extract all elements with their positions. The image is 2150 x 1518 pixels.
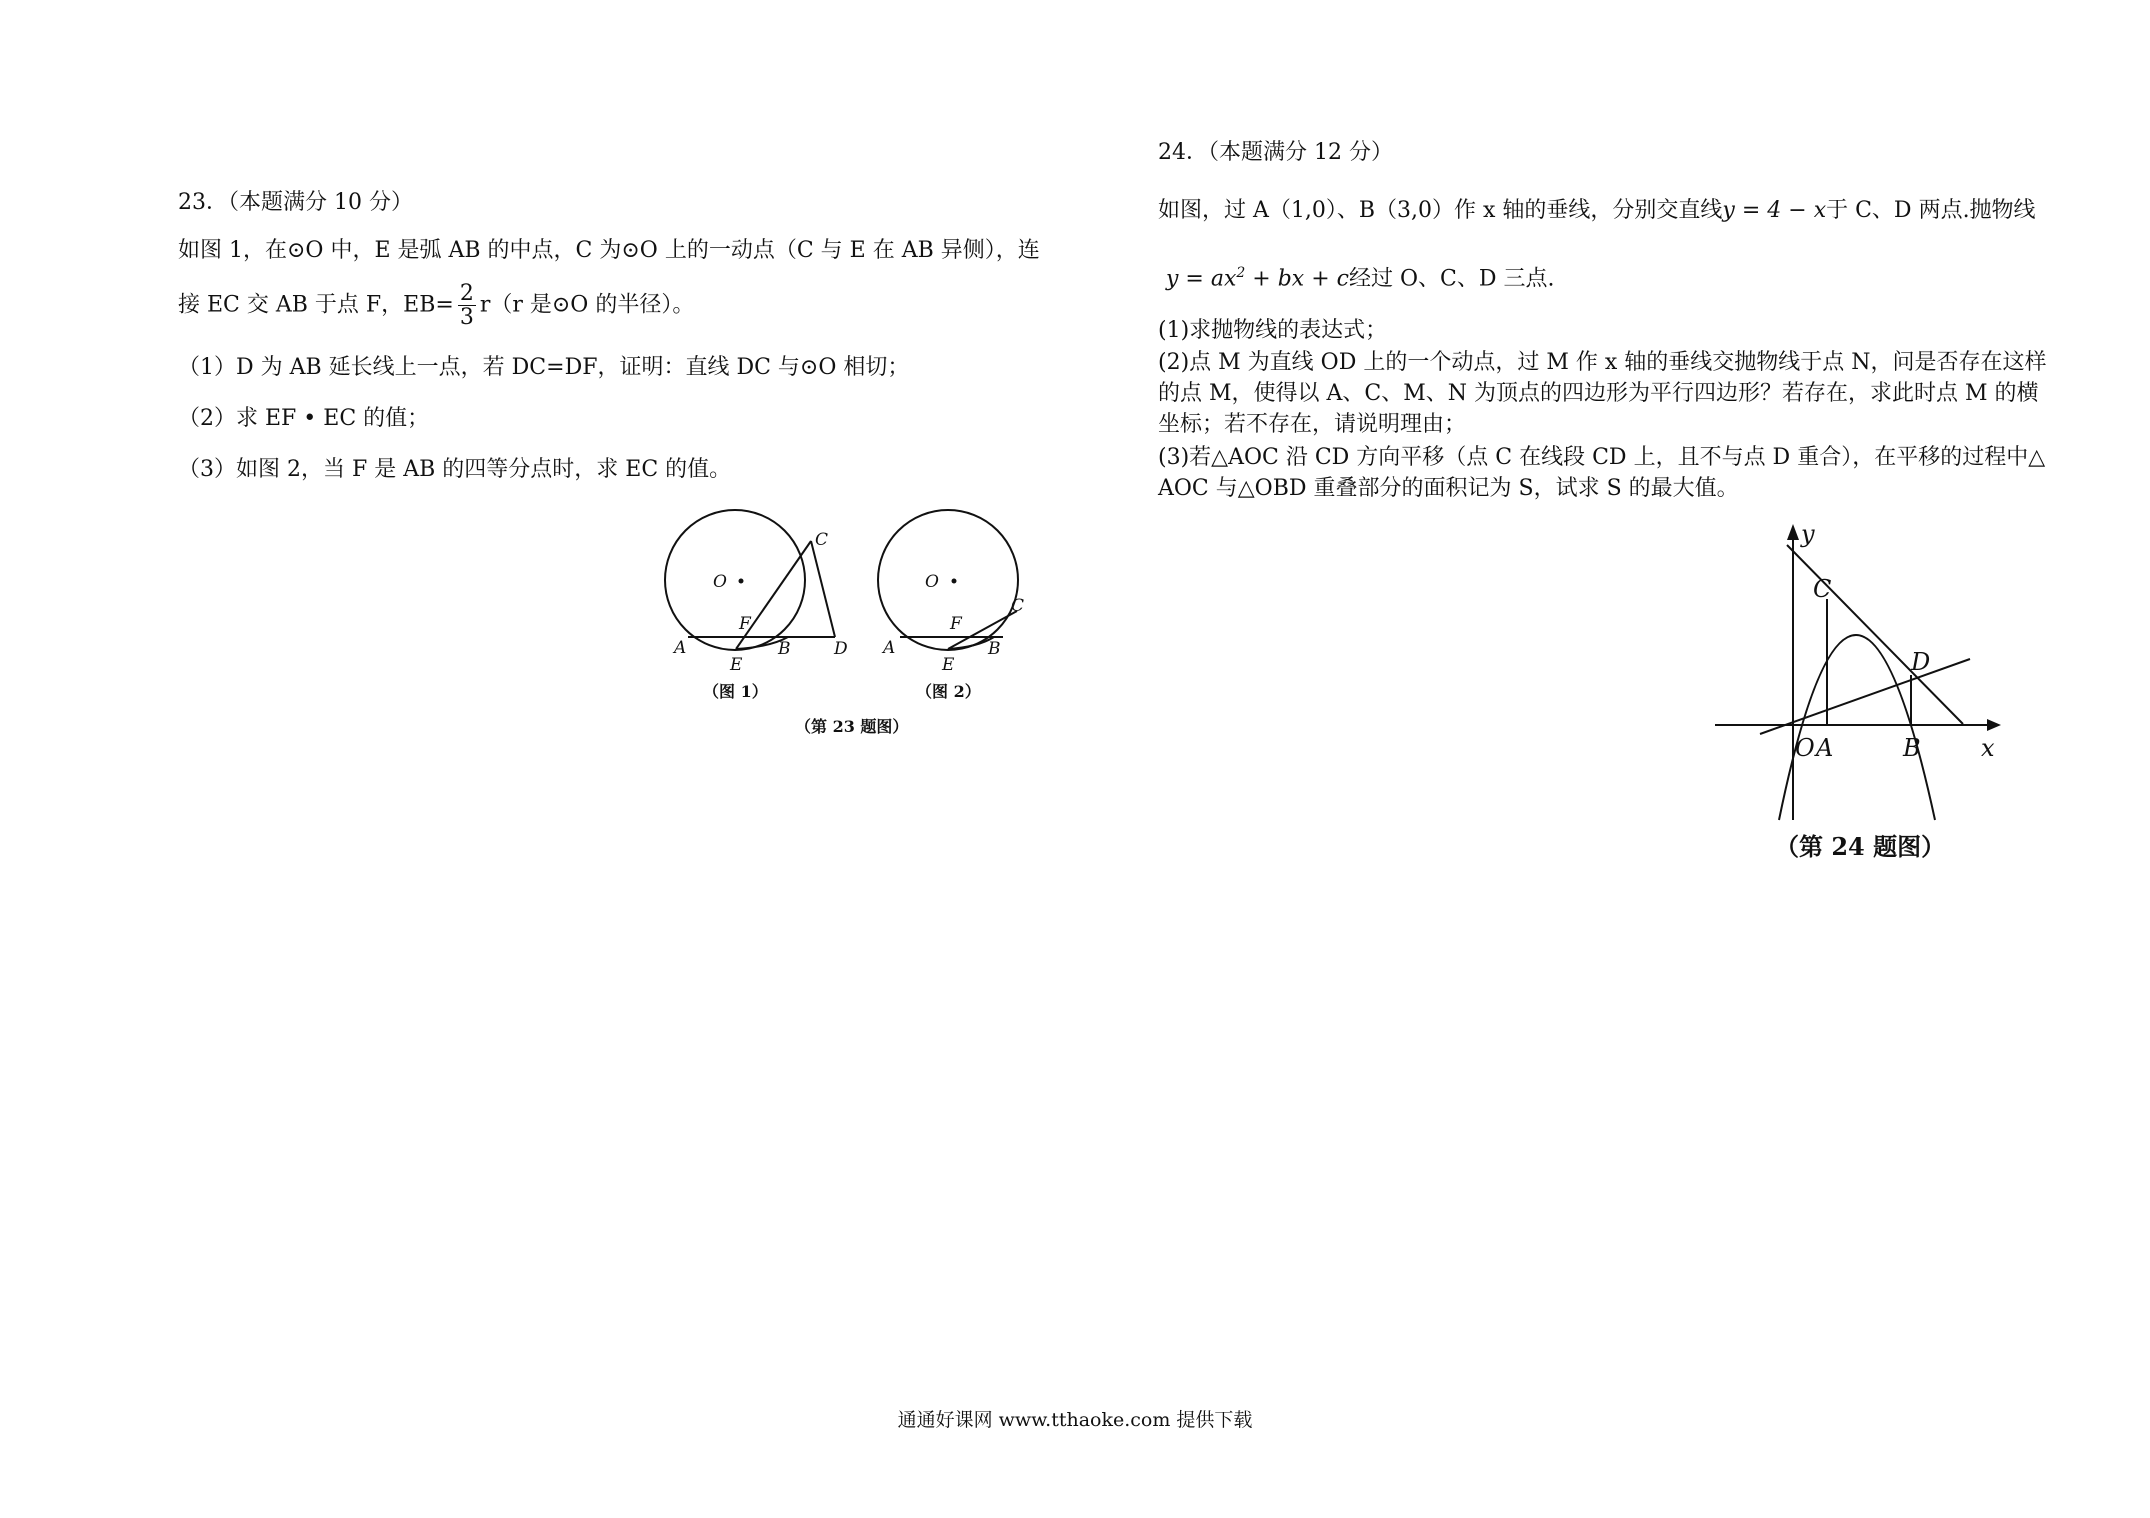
fig2-label-o: O [925,572,939,592]
label-d: D [1911,648,1931,676]
line-od [1760,659,1970,734]
q23-part2: （2）求 EF • EC 的值； [178,406,430,431]
fig2-caption: （图 2） [916,682,981,701]
x-axis-arrow [1987,719,2001,731]
fig1-segment-cd [811,541,835,637]
label-y: y [1801,520,1815,548]
q24-line1-pre: 如图，过 A（1,0）、B（3,0）作 x 轴的垂线，分别交直线 [1158,198,1723,223]
q24-line1-math: y = 4 − x [1722,198,1827,223]
fig2-label-a: A [883,638,896,658]
q24-line1-post: 于 C、D 两点.抛物线 [1826,198,2036,223]
figure-24 [1715,520,2015,890]
fig1-label-f: F [739,614,751,634]
fig1-label-o: O [713,572,727,592]
label-b: B [1903,734,1921,762]
fig2-center-dot [952,579,957,584]
fig2-label-e: E [942,655,955,675]
fig24-caption: （第 24 题图） [1775,832,1946,861]
q24-part3b: AOC 与△OBD 重叠部分的面积记为 S，试求 S 的最大值。 [1158,476,1739,501]
label-a: A [1816,734,1834,762]
q24-formula-b: + bx + c [1245,266,1349,292]
q23-part1: （1）D 为 AB 延长线上一点，若 DC=DF，证明：直线 DC 与⊙O 相切； [178,355,910,380]
fig1-center-dot [739,579,744,584]
q23-heading: 23．（本题满分 10 分） [178,190,413,215]
q23-part3: （3）如图 2，当 F 是 AB 的四等分点时，求 EC 的值。 [178,457,732,482]
fig1-label-c: C [815,530,829,550]
line-y-eq-4-minus-x [1787,545,1963,724]
q24-part3a: (3)若△AOC 沿 CD 方向平移（点 C 在线段 CD 上，且不与点 D 重合），在平移的过程中△ [1158,445,2046,470]
fig1-label-e: E [730,655,743,675]
label-x: x [1981,734,1995,762]
fig2-circle [878,510,1018,650]
q24-line2-post: 经过 O、C、D 三点. [1348,266,1555,292]
fig2-label-b: B [988,639,1001,659]
fig2-label-f: F [950,614,962,634]
q24-part2c: 坐标；若不存在，请说明理由； [1158,412,1467,437]
figure-23 [660,505,1050,755]
q24-heading: 24．（本题满分 12 分） [1158,140,1393,165]
q23-line2-pre: 接 EC 交 AB 于点 F，EB= [178,292,454,318]
fig1-label-a: A [674,638,687,658]
fig1-label-b: B [778,639,791,659]
q23-line1: 如图 1，在⊙O 中，E 是弧 AB 的中点，C 为⊙O 上的一动点（C 与 E 在 AB 异侧），连 [178,238,1040,263]
fraction [458,282,476,329]
q23-line2 [178,282,694,329]
q24-part1: (1)求抛物线的表达式； [1158,318,1388,343]
q24-line2 [1166,265,1554,293]
y-axis-arrow [1787,524,1799,540]
q24-formula-exponent: 2 [1236,265,1246,281]
q24-part2b: 的点 M，使得以 A、C、M、N 为顶点的四边形为平行四边形？若存在，求此时点 M 的横 [1158,381,2039,406]
q24-line1 [1158,198,2036,224]
fraction-denominator: 3 [459,305,474,331]
fig1-caption: （图 1） [703,682,768,701]
q23-line2-post: r（r 是⊙O 的半径）。 [479,292,695,318]
fraction-numerator: 2 [459,281,474,306]
label-o: O [1795,734,1815,762]
q24-part2a: (2)点 M 为直线 OD 上的一个动点，过 M 作 x 轴的垂线交抛物线于点 N，问是否存在这样 [1158,350,2047,375]
page-footer: 通通好课网 www.tthaoke.com 提供下载 [897,1409,1253,1431]
fig23-caption: （第 23 题图） [795,717,909,736]
fig2-label-c: C [1011,596,1025,616]
q24-formula-a: y = ax [1166,266,1237,292]
fig1-label-d: D [834,639,848,659]
label-c: C [1813,575,1832,603]
